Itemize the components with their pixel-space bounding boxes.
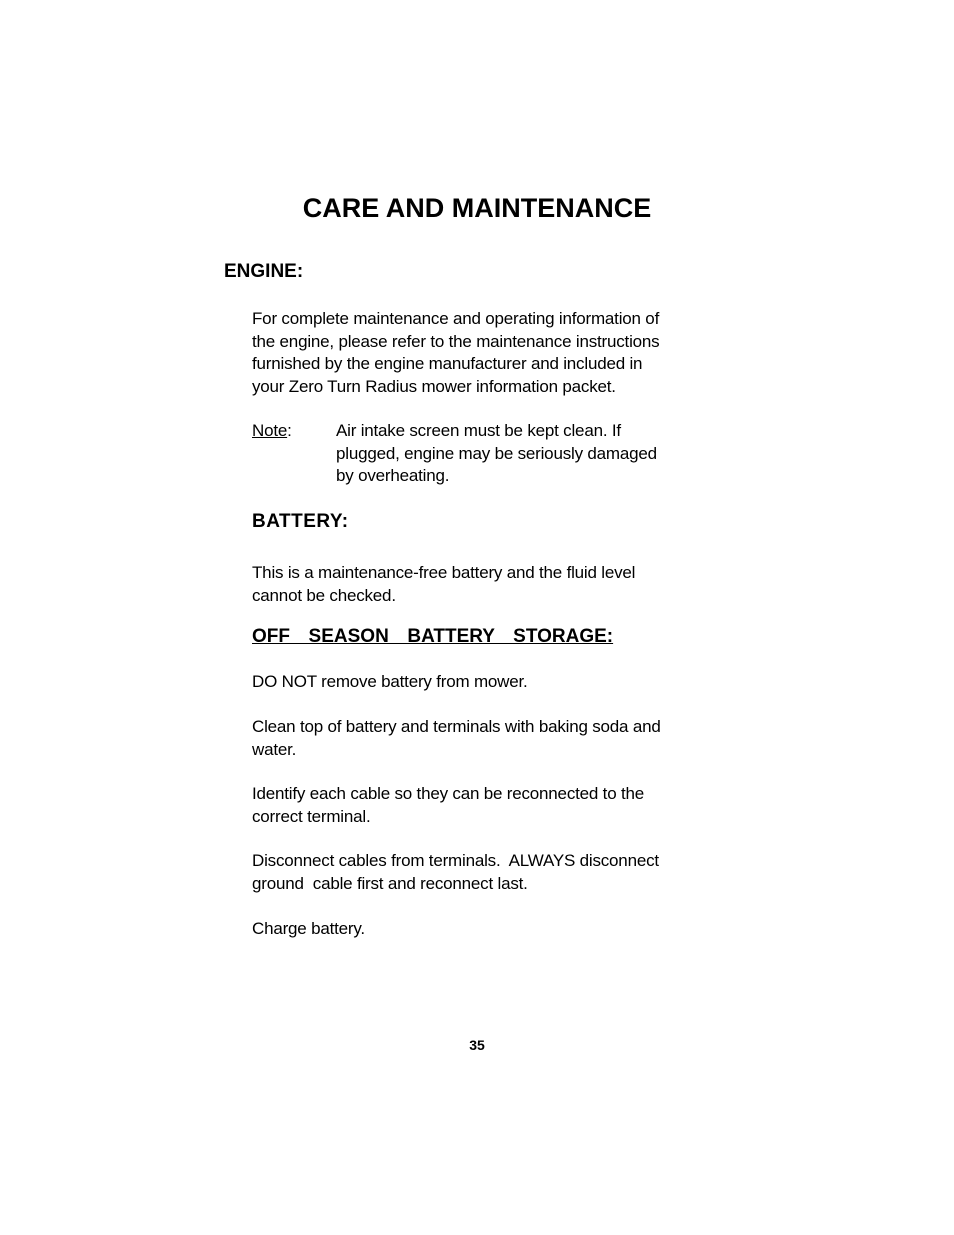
storage-heading (252, 625, 613, 649)
engine-paragraph-line: your Zero Turn Radius mower information packet. (252, 376, 616, 396)
battery-heading: BATTERY: (252, 511, 349, 532)
storage-step (252, 918, 722, 941)
battery-paragraph (252, 562, 722, 607)
storage-step-line: Clean top of battery and terminals with baking soda and (252, 717, 661, 736)
note-label-text: Note (252, 421, 288, 440)
page-number: 35 (469, 1037, 485, 1053)
storage-step-line: ground cable first and reconnect last. (252, 873, 528, 893)
engine-paragraph-line: the engine, please refer to the maintenance instructions (252, 331, 660, 351)
storage-step-line: Identify each cable so they can be reconnected to the (252, 784, 645, 803)
storage-step (252, 671, 722, 694)
storage-step-line: Disconnect cables from terminals. ALWAYS disconnect (252, 851, 659, 870)
storage-step-line: DO NOT remove battery from mower. (252, 672, 528, 691)
page-title: CARE AND MAINTENANCE (302, 193, 652, 223)
note-line: plugged, engine may be seriously damaged (336, 443, 657, 463)
note-label-colon: : (287, 421, 292, 440)
storage-step-line: water. (252, 739, 297, 759)
note-line: by overheating. (336, 466, 450, 485)
engine-heading: ENGINE: (224, 261, 304, 282)
storage-step (252, 850, 722, 895)
note-text (336, 420, 716, 488)
note-line: Air intake screen must be kept clean. If (336, 421, 621, 440)
battery-paragraph-line: This is a maintenance-free battery and the fluid level (252, 563, 636, 582)
engine-paragraph (252, 308, 722, 398)
storage-step (252, 783, 722, 828)
storage-step (252, 716, 722, 761)
note-label (252, 420, 292, 443)
storage-heading-text: OFF SEASON BATTERY STORAGE: (252, 626, 614, 647)
battery-paragraph-line: cannot be checked. (252, 585, 396, 605)
engine-paragraph-line: furnished by the engine manufacturer and included in (252, 354, 643, 373)
engine-paragraph-line: For complete maintenance and operating information of (252, 309, 660, 328)
storage-step-line: Charge battery. (252, 919, 365, 938)
storage-step-line: correct terminal. (252, 806, 371, 826)
